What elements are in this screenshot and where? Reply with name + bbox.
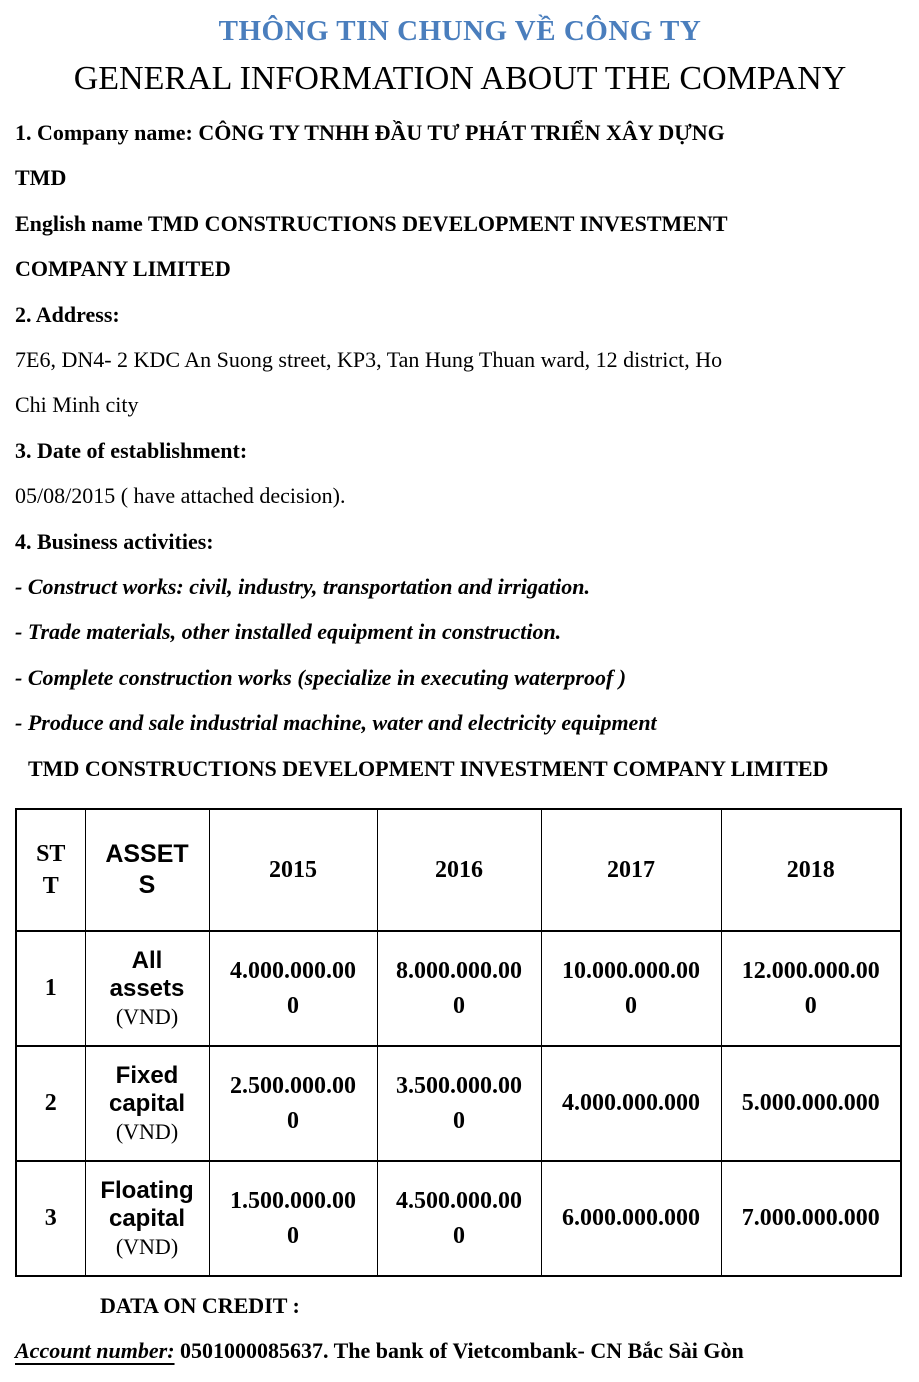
value-2015: 4.000.000.000 xyxy=(209,931,377,1046)
row-label-cell xyxy=(85,1161,209,1276)
row-unit: (VND) xyxy=(115,1233,179,1259)
value-2015: 1.500.000.000 xyxy=(209,1161,377,1276)
credit-heading: DATA ON CREDIT : xyxy=(100,1293,300,1319)
value-2018: 7.000.000.000 xyxy=(721,1161,901,1276)
column-header-assets xyxy=(85,809,209,931)
account-number-label: Account number: xyxy=(15,1338,175,1364)
body-line-3: English name TMD CONSTRUCTIONS DEVELOPMENT INVESTMENT xyxy=(15,210,728,236)
body-line-13: - Complete construction works (specialize in executing waterproof ) xyxy=(15,664,627,690)
row-unit: (VND) xyxy=(115,1118,179,1144)
row-unit: (VND) xyxy=(115,1003,179,1029)
body-line-10: 4. Business activities: xyxy=(15,528,214,554)
row-label: All assets xyxy=(109,946,185,1002)
body-line-14: - Produce and sale industrial machine, water and electricity equipment xyxy=(15,710,657,736)
body-line-2: TMD xyxy=(15,165,67,191)
value-2017: 4.000.000.000 xyxy=(541,1046,721,1161)
table-row-3 xyxy=(16,1161,901,1276)
body-line-15: TMD CONSTRUCTIONS DEVELOPMENT INVESTMENT COMPANY LIMITED xyxy=(28,755,829,781)
row-label-cell xyxy=(85,1046,209,1161)
value-2016: 8.000.000.000 xyxy=(377,931,541,1046)
body-line-9: 05/08/2015 ( have attached decision). xyxy=(15,483,346,509)
table-row-2 xyxy=(16,1046,901,1161)
row-number: 1 xyxy=(16,931,85,1046)
value-2018: 12.000.000.000 xyxy=(721,931,901,1046)
value-2015: 2.500.000.000 xyxy=(209,1046,377,1161)
column-header-2017: 2017 xyxy=(541,809,721,931)
body-line-6: 7E6, DN4- 2 KDC An Suong street, KP3, Tan Hung Thuan ward, 12 district, Ho xyxy=(15,347,723,373)
row-number: 3 xyxy=(16,1161,85,1276)
value-2017: 6.000.000.000 xyxy=(541,1161,721,1276)
table-row-1 xyxy=(16,931,901,1046)
column-header-2015: 2015 xyxy=(209,809,377,931)
value-2016: 3.500.000.000 xyxy=(377,1046,541,1161)
row-label: Floating capital xyxy=(100,1176,194,1232)
value-2018: 5.000.000.000 xyxy=(721,1046,901,1161)
body-line-5: 2. Address: xyxy=(15,301,120,327)
body xyxy=(15,110,905,791)
assets-table-body xyxy=(16,931,901,1276)
body-line-1: 1. Company name: CÔNG TY TNHH ĐẦU TƯ PHÁT TRIỂN XÂY DỰNG xyxy=(15,120,725,145)
page-title-vietnamese: THÔNG TIN CHUNG VỀ CÔNG TY xyxy=(218,15,702,47)
column-header-2018: 2018 xyxy=(721,809,901,931)
row-number: 2 xyxy=(16,1046,85,1161)
column-header-text: ASSETS xyxy=(105,839,189,900)
page-title-english: GENERAL INFORMATION ABOUT THE COMPANY xyxy=(73,60,847,97)
column-header-text: STT xyxy=(36,840,66,900)
body-line-12: - Trade materials, other installed equipment in construction. xyxy=(15,619,562,645)
account-number-line xyxy=(15,1328,905,1374)
value-2016: 4.500.000.000 xyxy=(377,1161,541,1276)
body-line-11: - Construct works: civil, industry, transportation and irrigation. xyxy=(15,574,590,600)
body-line-4: COMPANY LIMITED xyxy=(15,256,231,282)
value-2017: 10.000.000.000 xyxy=(541,931,721,1046)
assets-table-header-row xyxy=(16,809,901,931)
row-label: Fixed capital xyxy=(108,1061,186,1117)
column-header-2016: 2016 xyxy=(377,809,541,931)
row-label-cell xyxy=(85,931,209,1046)
body-line-8: 3. Date of establishment: xyxy=(15,437,248,463)
column-header-stt xyxy=(16,809,85,931)
body-line-7: Chi Minh city xyxy=(15,392,139,418)
assets-table xyxy=(15,808,902,1277)
account-number-value: 0501000085637. The bank of Vietcombank- CN Bắc Sài Gòn xyxy=(174,1338,744,1364)
